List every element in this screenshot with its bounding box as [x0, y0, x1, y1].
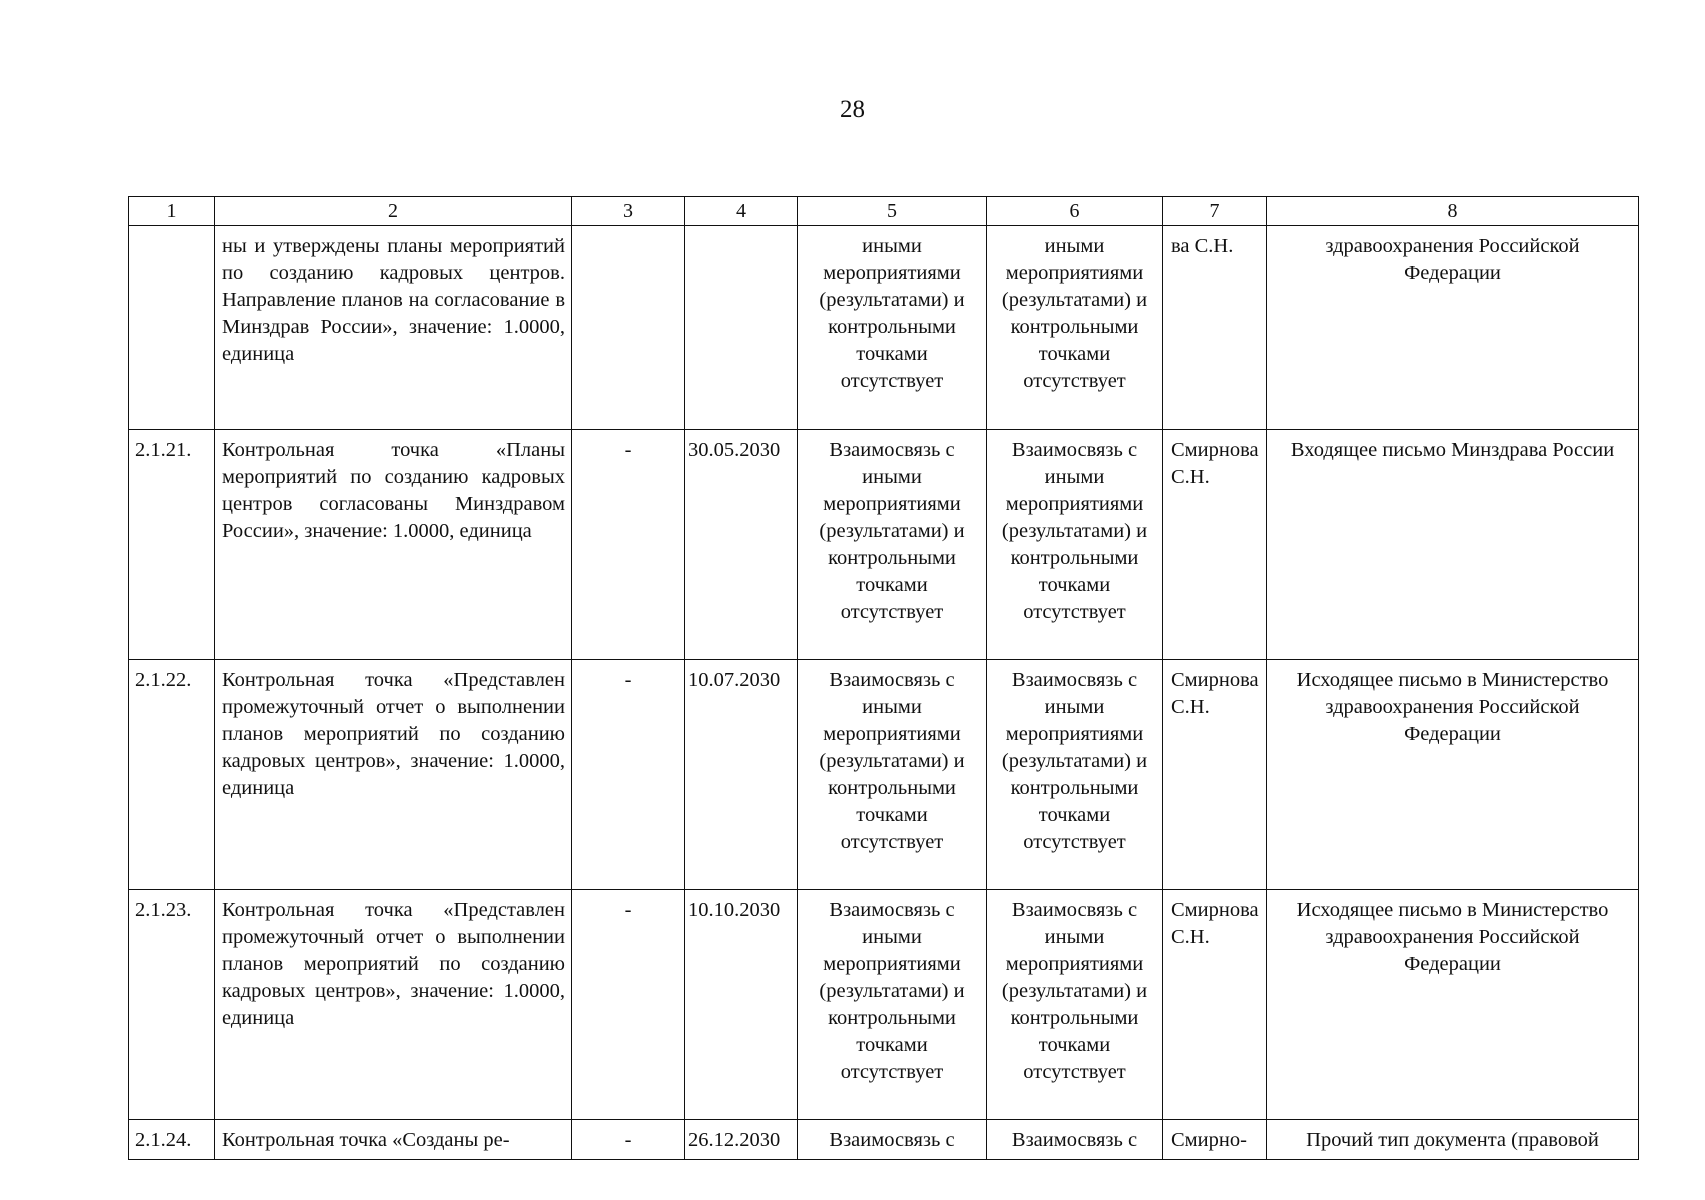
table-header-row — [129, 197, 1639, 226]
row-date — [685, 226, 798, 430]
row-linkage-points: Взаимосвязь с иными мероприятиями (результатами) и контрольными точками отсутствует — [987, 660, 1163, 890]
row-responsible: Смирно- — [1163, 1120, 1267, 1160]
row-col3: - — [572, 430, 685, 660]
column-header: 5 — [798, 197, 987, 226]
row-document: Прочий тип документа (правовой — [1267, 1120, 1639, 1160]
row-number: 2.1.21. — [129, 430, 215, 660]
row-responsible: ва С.Н. — [1163, 226, 1267, 430]
page-number: 28 — [840, 96, 865, 123]
row-document: здравоохранения Российской Федерации — [1267, 226, 1639, 430]
column-header: 3 — [572, 197, 685, 226]
table-row — [129, 226, 1639, 430]
row-description: Контрольная точка «Представлен промежуточный отчет о выполнении планов мероприятий по созданию кадровых центров», значение: 1.0000, единица — [215, 890, 572, 1120]
column-header: 4 — [685, 197, 798, 226]
column-header: 1 — [129, 197, 215, 226]
row-linkage-points: Взаимосвязь с — [987, 1120, 1163, 1160]
row-number — [129, 226, 215, 430]
row-linkage-results: Взаимосвязь с иными мероприятиями (результатами) и контрольными точками отсутствует — [798, 890, 987, 1120]
column-header: 7 — [1163, 197, 1267, 226]
column-header: 2 — [215, 197, 572, 226]
control-points-table — [128, 196, 1639, 1160]
row-date: 10.10.2030 — [685, 890, 798, 1120]
row-linkage-points: Взаимосвязь с иными мероприятиями (результатами) и контрольными точками отсутствует — [987, 890, 1163, 1120]
row-number: 2.1.22. — [129, 660, 215, 890]
table-row — [129, 430, 1639, 660]
table-row — [129, 1120, 1639, 1160]
row-number: 2.1.24. — [129, 1120, 215, 1160]
row-linkage-points: Взаимосвязь с иными мероприятиями (результатами) и контрольными точками отсутствует — [987, 430, 1163, 660]
row-date: 30.05.2030 — [685, 430, 798, 660]
row-col3: - — [572, 890, 685, 1120]
row-document: Входящее письмо Минздрава России — [1267, 430, 1639, 660]
row-description: ны и утверждены планы мероприятий по созданию кадровых центров. Направление планов на согласование в Минздрав России», значение: 1.0000, единица — [215, 226, 572, 430]
row-description: Контрольная точка «Планы мероприятий по созданию кадровых центров согласованы Минздравом России», значение: 1.0000, единица — [215, 430, 572, 660]
row-date: 10.07.2030 — [685, 660, 798, 890]
row-linkage-results: иными мероприятиями (результатами) и контрольными точками отсутствует — [798, 226, 987, 430]
row-responsible: Смирнова С.Н. — [1163, 660, 1267, 890]
table-row — [129, 660, 1639, 890]
row-description: Контрольная точка «Представлен промежуточный отчет о выполнении планов мероприятий по созданию кадровых центров», значение: 1.0000, единица — [215, 660, 572, 890]
row-linkage-results: Взаимосвязь с иными мероприятиями (результатами) и контрольными точками отсутствует — [798, 430, 987, 660]
row-document: Исходящее письмо в Министерство здравоохранения Российской Федерации — [1267, 660, 1639, 890]
row-description: Контрольная точка «Созданы ре- — [215, 1120, 572, 1160]
column-header: 8 — [1267, 197, 1639, 226]
column-header: 6 — [987, 197, 1163, 226]
row-col3 — [572, 226, 685, 430]
row-col3: - — [572, 1120, 685, 1160]
row-date: 26.12.2030 — [685, 1120, 798, 1160]
row-linkage-results: Взаимосвязь с — [798, 1120, 987, 1160]
row-linkage-points: иными мероприятиями (результатами) и контрольными точками отсутствует — [987, 226, 1163, 430]
row-linkage-results: Взаимосвязь с иными мероприятиями (результатами) и контрольными точками отсутствует — [798, 660, 987, 890]
row-number: 2.1.23. — [129, 890, 215, 1120]
table-row — [129, 890, 1639, 1120]
row-col3: - — [572, 660, 685, 890]
row-responsible: Смирнова С.Н. — [1163, 890, 1267, 1120]
row-document: Исходящее письмо в Министерство здравоохранения Российской Федерации — [1267, 890, 1639, 1120]
row-responsible: Смирнова С.Н. — [1163, 430, 1267, 660]
